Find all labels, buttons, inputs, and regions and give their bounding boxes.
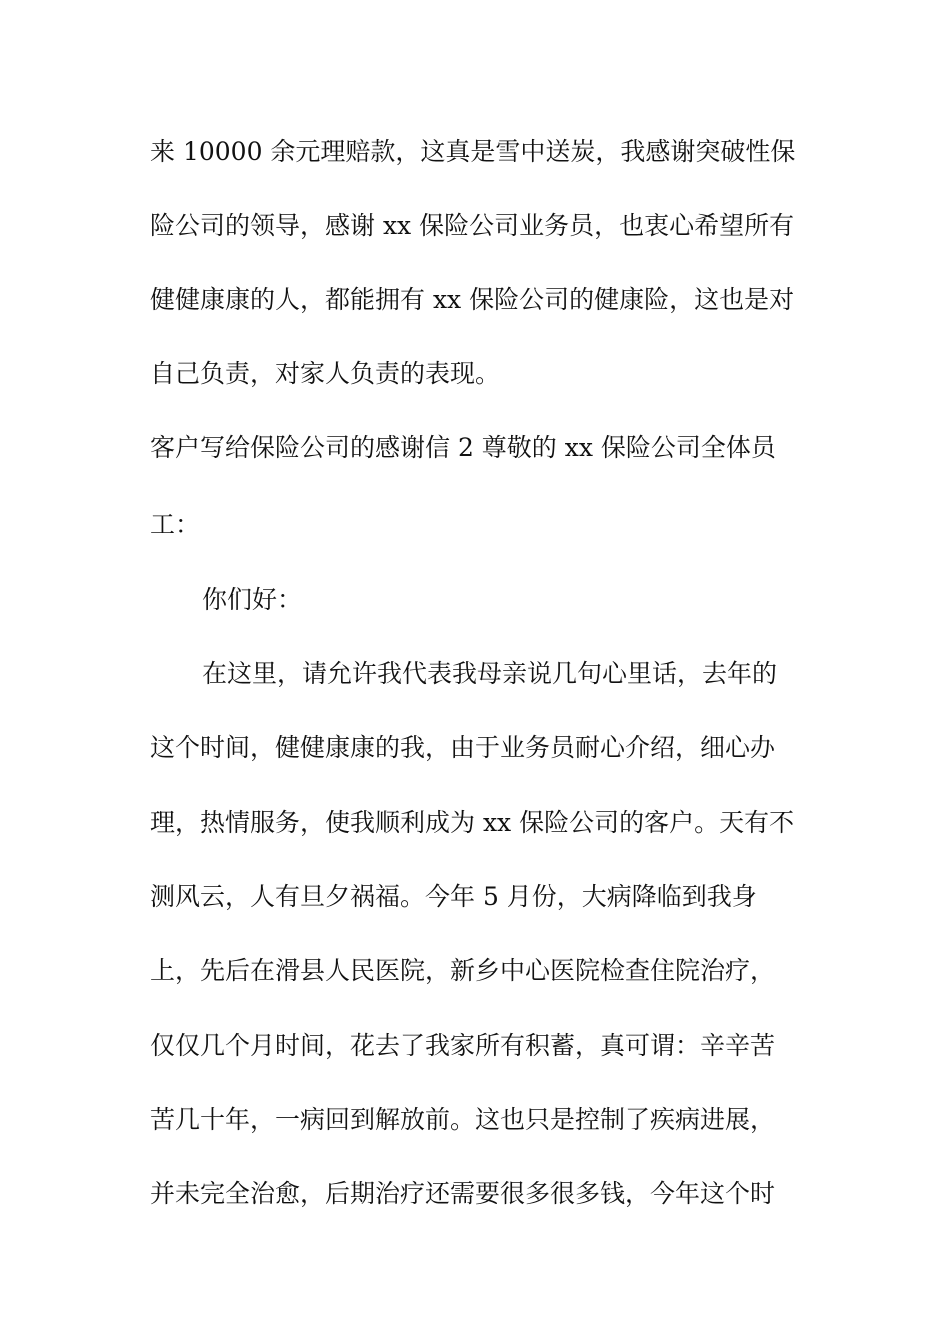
- letter-heading-line: 客户写给保险公司的感谢信 2 尊敬的 xx 保险公司全体员: [150, 433, 776, 462]
- text-line: 并未完全治愈，后期治疗还需要很多很多钱，今年这个时: [150, 1179, 776, 1208]
- paragraph-first-line: 在这里，请允许我代表我母亲说几句心里话，去年的: [202, 659, 778, 688]
- greeting-line: 你们好：: [202, 585, 303, 614]
- text-line: 来 10000 余元理赔款，这真是雪中送炭，我感谢突破性保: [150, 137, 796, 166]
- text-line: 测风云，人有旦夕祸福。今年 5 月份，大病降临到我身: [150, 882, 757, 911]
- letter-heading-line: 工：: [150, 510, 201, 539]
- text-line: 险公司的领导，感谢 xx 保险公司业务员，也衷心希望所有: [150, 211, 795, 240]
- text-line: 自己负责，对家人负责的表现。: [150, 359, 501, 388]
- text-line: 健健康康的人，都能拥有 xx 保险公司的健康险，这也是对: [150, 285, 795, 314]
- text-line: 这个时间，健健康康的我，由于业务员耐心介绍，细心办: [150, 733, 776, 762]
- text-line: 上，先后在滑县人民医院，新乡中心医院检查住院治疗，: [150, 956, 776, 985]
- text-line: 仅仅几个月时间，花去了我家所有积蓄，真可谓：辛辛苦: [150, 1031, 776, 1060]
- text-line: 理，热情服务，使我顺利成为 xx 保险公司的客户。天有不: [150, 808, 795, 837]
- text-line: 苦几十年，一病回到解放前。这也只是控制了疾病进展，: [150, 1105, 776, 1134]
